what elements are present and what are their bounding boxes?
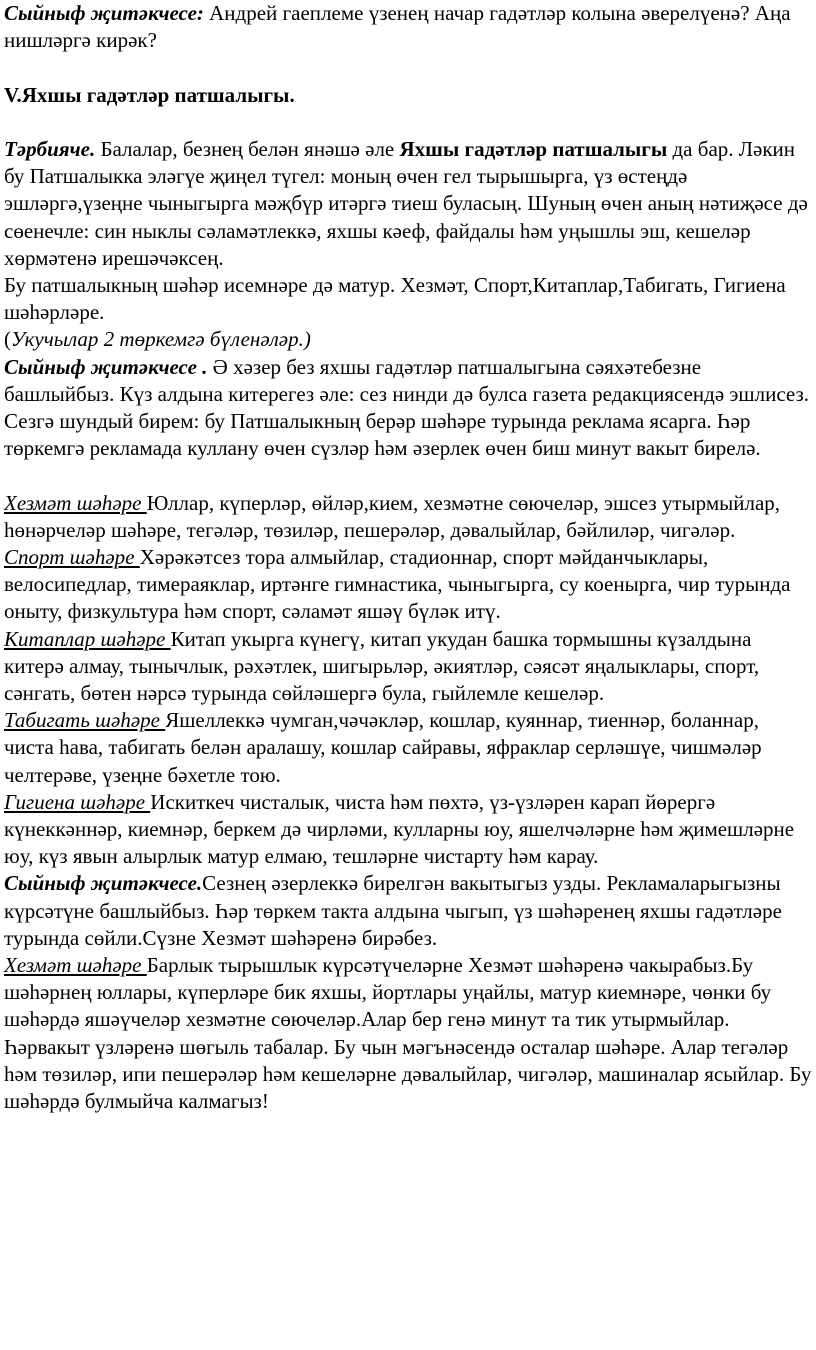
- paragraph-text: Ә хәзер без яхшы гадәтләр патшалыгына сәяхәтебезне башлыйбыз. Күз алдына китерегез әле: сез нинди дә булса газета редакциясендә эшлисез. Сезгә шундый бирем: бу Патшалыкның берәр шәһәре турында реклама ясарга. Һәр төркемгә рекламада куллану өчен сүзләр һәм әзерлек өчен биш минут вакыт бирелә.: [4, 354, 810, 461]
- paragraph-students-note: [4, 326, 812, 353]
- paragraph-educator: [4, 136, 812, 272]
- city-name: Китаплар шәһәре: [4, 626, 171, 651]
- paragraph-text: Сезнең әзерлеккә бирелгән вакытыгыз узды. Рекламаларыгызны күрсәтүне башлыйбыз. Һәр төркем такта алдына чыгып, үз шәһәренең яхшы гадәтләре турында сөйли.Сүзне Хезмәт шәһәренә бирәбез.: [4, 871, 782, 950]
- city-description: Китап укырга күнегү, китап укудан башка тормышны күзалдына китерә алмау, тынычлык, рәхәтлек, шигырьләр, әкиятләр, сәясәт яңалыклары, спорт, сәнгать, бөтен нәрсә турында сөйләшергә була, гыйлемле кешеләр.: [4, 626, 760, 706]
- city-paragraph-work-presentation: [4, 952, 812, 1115]
- open-paren: (: [4, 327, 11, 352]
- city-paragraph-work: [4, 490, 812, 544]
- paragraph-text: Андрей гаеплеме үзенең начар гадәтләр колына әверелүенә? Аңа нишләргә кирәк?: [4, 1, 791, 53]
- city-paragraph-sport: [4, 544, 812, 626]
- city-description: Яшеллеккә чумган,чәчәкләр, кошлар, куяннар, тиеннәр, боланнар, чиста һава, табигать белән аралашу, кошлар сайравы, яфраклар серләшүе, чишмәләр челтерәве, үзеңне бәхетле тою.: [4, 708, 762, 787]
- italic-note: Укучылар 2 төркемгә бүленәләр.): [11, 327, 311, 352]
- blank-line: [4, 54, 812, 81]
- bold-phrase: Яхшы гадәтләр патшалыгы: [399, 136, 668, 161]
- blank-line: [4, 109, 812, 136]
- speaker-label: Сыйныф җитәкчесе.: [4, 871, 203, 896]
- city-paragraph-hygiene: [4, 789, 812, 871]
- speaker-label: Тәрбияче.: [4, 136, 96, 161]
- speaker-label: Сыйныф җитәкчесе:: [4, 1, 204, 25]
- paragraph-text: да бар. Ләкин бу Патшалыкка эләгүе җиңел түгел: моның өчен гел тырышырга, үз өстеңдә эшләргә,үзеңне чыныгырга мәҗбүр итәргә тиеш буласың. Шуның өчен аның нәтиҗәсе дә сөенечле: син ныклы сәламәтлеккә, яхшы кәеф, файдалы һәм уңышлы эш, кешеләр хөрмәтенә ирешәчәксең.: [4, 136, 808, 270]
- city-description: Барлык тырышлык күрсәтүчеләрне Хезмәт шәһәренә чакырабыз.Бу шәһәрнең юллары, күперләре бик яхшы, йортлары уңайлы, матур киемнәре, чөнки бу шәһәрдә яшәүчеләр хезмәтне сөючеләр.Алар бер генә минут та тик утырмыйлар. Һәрвакыт үзләренә шөгыль табалар. Бу чын мәгънәсендә осталар шәһәре. Алар тегәләр һәм төзиләр, ипи пешерәләр һәм кешеләрне дәвалыйлар, чигәләр, машиналар ясыйлар. Бу шәһәрдә булмыйча калмагыз!: [4, 953, 812, 1114]
- city-name: Табигать шәһәре: [4, 708, 166, 733]
- city-name: Хезмәт шәһәре: [4, 953, 147, 978]
- city-description: Юллар, күперләр, өйләр,кием, хезмәтне сөючеләр, эшсез утырмыйлар, һөнәрчеләр шәһәре, тегәләр, төзиләр, пешерәләр, дәвалыйлар, бәйлиләр, чигәләр.: [4, 490, 781, 542]
- speaker-label: Сыйныф җитәкчесе .: [4, 354, 208, 379]
- city-description: Хәрәкәтсез тора алмыйлар, стадионнар, спорт мәйданчыклары, велосипедлар, тимераяклар, иртәнге гимнастика, чыныгырга, су коенырга, чир турында оныту, физкультура һәм спорт, сәламәт яшәү бүләк итү.: [4, 545, 791, 624]
- city-description: Искиткеч чисталык, чиста һәм пөхтә, үз-үзләрен карап йөрергә күнеккәннәр, киемнәр, беркем дә чирләми, кулларны юу, яшелчәләрне һәм җимешләрне юу, күз явын алырлык матур елмаю, тешләрне чистарту һәм карау.: [4, 789, 795, 869]
- city-paragraph-books: [4, 626, 812, 708]
- paragraph-teacher-question: [4, 0, 812, 54]
- paragraph-text: Балалар, безнең белән янәшә әле: [95, 136, 400, 161]
- paragraph-teacher-task: [4, 354, 812, 463]
- city-name: Спорт шәһәре: [4, 545, 140, 570]
- blank-line: [4, 462, 812, 489]
- paragraph-city-names: Бу патшалыкның шәһәр исемнәре дә матур. Хезмәт, Спорт,Китаплар,Табигать, Гигиена шәһәрләре.: [4, 273, 786, 325]
- city-name: Гигиена шәһәре: [4, 789, 151, 814]
- city-name: Хезмәт шәһәре: [4, 490, 147, 515]
- section-heading: V.Яхшы гадәтләр патшалыгы.: [4, 82, 295, 107]
- city-paragraph-nature: [4, 707, 812, 789]
- paragraph-teacher-announce: [4, 870, 812, 952]
